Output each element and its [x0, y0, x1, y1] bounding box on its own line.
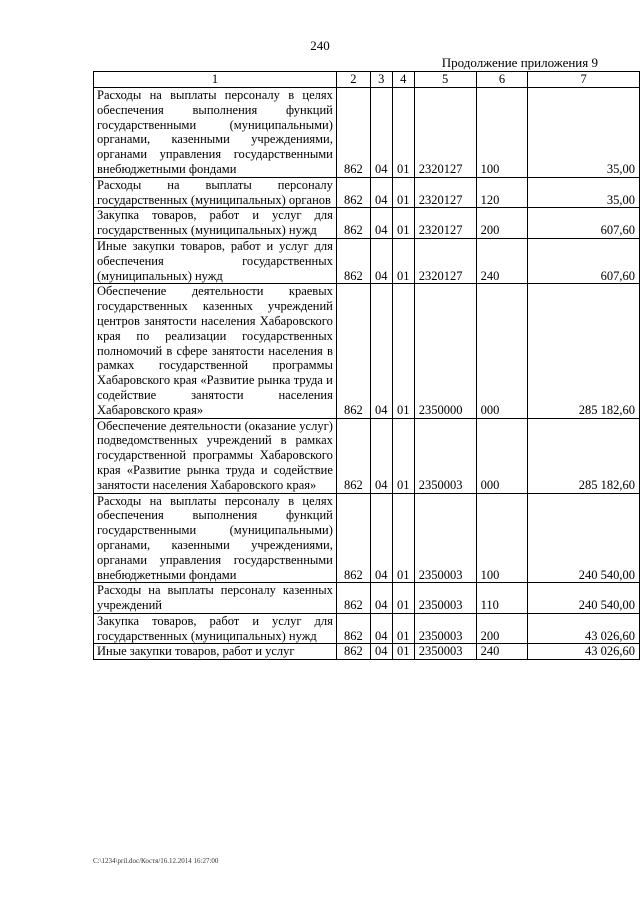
row-description: Иные закупки товаров, работ и услуг: [94, 644, 337, 660]
target-article-code: 2320127: [414, 88, 476, 178]
table-row: [94, 88, 640, 178]
amount: 240 540,00: [528, 493, 640, 583]
amount: 35,00: [528, 88, 640, 178]
expense-type-code: 100: [476, 493, 528, 583]
ministry-code: 862: [336, 644, 370, 660]
row-description: Закупка товаров, работ и услуг для государственных (муниципальных) нужд: [94, 613, 337, 644]
amount: 285 182,60: [528, 284, 640, 418]
ministry-code: 862: [336, 493, 370, 583]
row-description: Расходы на выплаты персоналу в целях обеспечения выполнения функций государственными (муниципальными) органами, казенными учреждениями, органами управления государственными внебюджетными фондами: [94, 493, 337, 583]
target-article-code: 2350003: [414, 583, 476, 614]
expense-type-code: 000: [476, 418, 528, 493]
subsection-code: 01: [392, 88, 414, 178]
page-number: 240: [310, 38, 330, 53]
subsection-code: 01: [392, 177, 414, 208]
column-header: 6: [476, 72, 528, 88]
table-row: [94, 284, 640, 418]
target-article-code: 2320127: [414, 177, 476, 208]
continuation-label: Продолжение приложения 9: [441, 55, 598, 70]
subsection-code: 01: [392, 418, 414, 493]
ministry-code: 862: [336, 613, 370, 644]
ministry-code: 862: [336, 238, 370, 283]
subsection-code: 01: [392, 208, 414, 239]
row-description: Иные закупки товаров, работ и услуг для обеспечения государственных (муниципальных) нужд: [94, 238, 337, 283]
expense-type-code: 240: [476, 644, 528, 660]
target-article-code: 2350003: [414, 644, 476, 660]
expense-type-code: 200: [476, 208, 528, 239]
target-article-code: 2320127: [414, 208, 476, 239]
ministry-code: 862: [336, 418, 370, 493]
budget-table: [93, 71, 640, 660]
subsection-code: 01: [392, 583, 414, 614]
column-header: 7: [528, 72, 640, 88]
subsection-code: 01: [392, 644, 414, 660]
amount: 607,60: [528, 208, 640, 239]
amount: 285 182,60: [528, 418, 640, 493]
table-row: [94, 177, 640, 208]
target-article-code: 2350003: [414, 493, 476, 583]
table-header-row: [94, 72, 640, 88]
column-header: 1: [94, 72, 337, 88]
column-header: 5: [414, 72, 476, 88]
target-article-code: 2350003: [414, 613, 476, 644]
section-code: 04: [370, 88, 392, 178]
section-code: 04: [370, 208, 392, 239]
row-description: Расходы на выплаты персоналу в целях обеспечения выполнения функций государственными (муниципальными) органами, казенными учреждениями, органами управления государственными внебюджетными фондами: [94, 88, 337, 178]
expense-type-code: 000: [476, 284, 528, 418]
table-row: [94, 583, 640, 614]
target-article-code: 2320127: [414, 238, 476, 283]
expense-type-code: 110: [476, 583, 528, 614]
ministry-code: 862: [336, 208, 370, 239]
row-description: Закупка товаров, работ и услуг для государственных (муниципальных) нужд: [94, 208, 337, 239]
section-code: 04: [370, 583, 392, 614]
table-row: [94, 238, 640, 283]
table-row: [94, 644, 640, 660]
ministry-code: 862: [336, 583, 370, 614]
section-code: 04: [370, 493, 392, 583]
section-code: 04: [370, 418, 392, 493]
amount: 607,60: [528, 238, 640, 283]
row-description: Расходы на выплаты персоналу казенных учреждений: [94, 583, 337, 614]
section-code: 04: [370, 284, 392, 418]
expense-type-code: 200: [476, 613, 528, 644]
row-description: Обеспечение деятельности (оказание услуг) подведомственных учреждений в рамках государственной программы Хабаровского края «Развитие рынка труда и содействие занятости населения Хабаровского края»: [94, 418, 337, 493]
section-code: 04: [370, 644, 392, 660]
column-header: 3: [370, 72, 392, 88]
amount: 43 026,60: [528, 644, 640, 660]
amount: 43 026,60: [528, 613, 640, 644]
subsection-code: 01: [392, 238, 414, 283]
subsection-code: 01: [392, 613, 414, 644]
subsection-code: 01: [392, 493, 414, 583]
row-description: Расходы на выплаты персоналу государственных (муниципальных) органов: [94, 177, 337, 208]
amount: 240 540,00: [528, 583, 640, 614]
table-row: [94, 208, 640, 239]
section-code: 04: [370, 238, 392, 283]
expense-type-code: 100: [476, 88, 528, 178]
section-code: 04: [370, 613, 392, 644]
row-description: Обеспечение деятельности краевых государственных казенных учреждений центров занятости населения Хабаровского края по реализации государственных полномочий в сфере занятости населения в рамках государственной программы Хабаровского края «Развитие рынка труда и содействие занятости населения Хабаровского края»: [94, 284, 337, 418]
expense-type-code: 240: [476, 238, 528, 283]
amount: 35,00: [528, 177, 640, 208]
column-header: 2: [336, 72, 370, 88]
ministry-code: 862: [336, 88, 370, 178]
table-row: [94, 418, 640, 493]
ministry-code: 862: [336, 284, 370, 418]
subsection-code: 01: [392, 284, 414, 418]
target-article-code: 2350003: [414, 418, 476, 493]
table-row: [94, 493, 640, 583]
footer-file-path: C:\1234\pril.doc/Костя/16.12.2014 16:27:00: [93, 857, 219, 865]
table-row: [94, 613, 640, 644]
ministry-code: 862: [336, 177, 370, 208]
column-header: 4: [392, 72, 414, 88]
section-code: 04: [370, 177, 392, 208]
target-article-code: 2350000: [414, 284, 476, 418]
expense-type-code: 120: [476, 177, 528, 208]
